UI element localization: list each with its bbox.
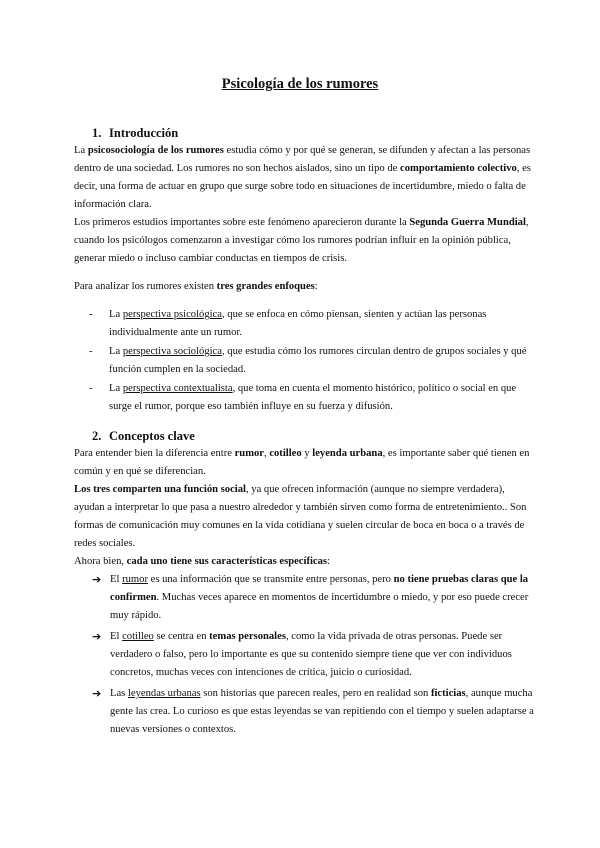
dash-bullet: - (89, 309, 93, 320)
dash-bullet: - (89, 383, 93, 394)
list-item-cotilleo: ➔ El cotilleo se centra en temas personales, como la vida privada de otras personas. Puede ser verdadero o falso, pero lo importante es que su contenido siempre tiene que ver con individuos concretos, muchas veces con intenciones de crítica, juicio o curiosidad. (92, 630, 512, 678)
term-link: cotilleo (122, 631, 154, 642)
list-item: - La perspectiva psicológica, que se enfoca en cómo piensan, sienten y actúan las personas individualmente ante un rumor. (74, 306, 534, 342)
list-item: - La perspectiva contextualista, que toma en cuenta el momento histórico, político o social en que surge el rumor, porque eso también influye en su fuerza y difusión. (74, 380, 534, 416)
section-number: 2. (92, 429, 102, 443)
concepts-paragraph-3: Ahora bien, cada uno tiene sus características específicas: (74, 556, 330, 567)
intro-paragraph-3: Para analizar los rumores existen tres grandes enfoques: (74, 281, 318, 292)
term-link: perspectiva sociológica (122, 346, 222, 357)
intro-paragraph-2: Los primeros estudios importantes sobre este fenómeno aparecieron durante la Segunda Guerra Mundial, cuando los psicólogos comenzaron a investigar cómo los rumores podrían influir en la opinión pública, generar miedo o incluso cambiar conductas en tiempos de crisis. (74, 217, 529, 264)
section-heading-conceptos (74, 427, 534, 445)
arrow-icon: ➔ (92, 573, 102, 586)
list-item: - La perspectiva sociológica, que estudia cómo los rumores circulan dentro de grupos sociales y qué función cumplen en la sociedad. (74, 343, 534, 379)
concepts-paragraph-1: Para entender bien la diferencia entre rumor, cotilleo y leyenda urbana, es importante saber qué tienen en común y en qué se diferencian. (74, 448, 530, 477)
section-title: Introducción (109, 126, 179, 140)
section-heading-introduccion (74, 124, 534, 142)
page-title: Psicología de los rumores (221, 76, 379, 92)
term-link: perspectiva psicológica (122, 309, 222, 320)
arrow-icon: ➔ (92, 687, 102, 700)
dash-bullet: - (89, 346, 93, 357)
section-title: Conceptos clave (109, 429, 195, 443)
term-link: leyendas urbanas (127, 688, 201, 699)
document-body (74, 124, 534, 742)
list-item-rumor: ➔ El rumor es una información que se transmite entre personas, pero no tiene pruebas claras que la confirmen. Muchas veces aparece en momentos de incertidumbre o miedo, y por eso puede crecer muy rápido. (92, 573, 529, 621)
arrow-icon: ➔ (92, 630, 102, 643)
intro-paragraph-1: La psicosociología de los rumores estudia cómo y por qué se generan, se difunden y afectan a las personas dentro de una sociedad. Los rumores no son hechos aislados, sino un tipo de comportamiento colectivo, es decir, una forma de actuar en grupo que surge sobre todo en situaciones de incertidumbre, miedo o falta de información clara. (74, 145, 531, 210)
concepts-paragraph-2: Los tres comparten una función social, ya que ofrecen información (aunque no siempre verdadera), ayudan a interpretar lo que pasa a nuestro alrededor y también sirven como forma de entretenimiento.. Son formas de comunicación muy comunes en la vida cotidiana y suelen circular de boca en boca o a través de redes sociales. (74, 484, 527, 549)
section-number: 1. (92, 126, 102, 140)
approaches-list (74, 306, 534, 416)
list-item-leyendas: ➔ Las leyendas urbanas son historias que parecen reales, pero en realidad son ficticias, aunque mucha gente las crea. Lo curioso es que estas leyendas se van repitiendo con el tiempo y suelen adaptarse a nuevas versiones o contextos. (92, 687, 534, 735)
concepts-list (74, 571, 534, 739)
term-link: rumor (122, 574, 148, 585)
term-link: perspectiva contextualista (122, 383, 233, 394)
